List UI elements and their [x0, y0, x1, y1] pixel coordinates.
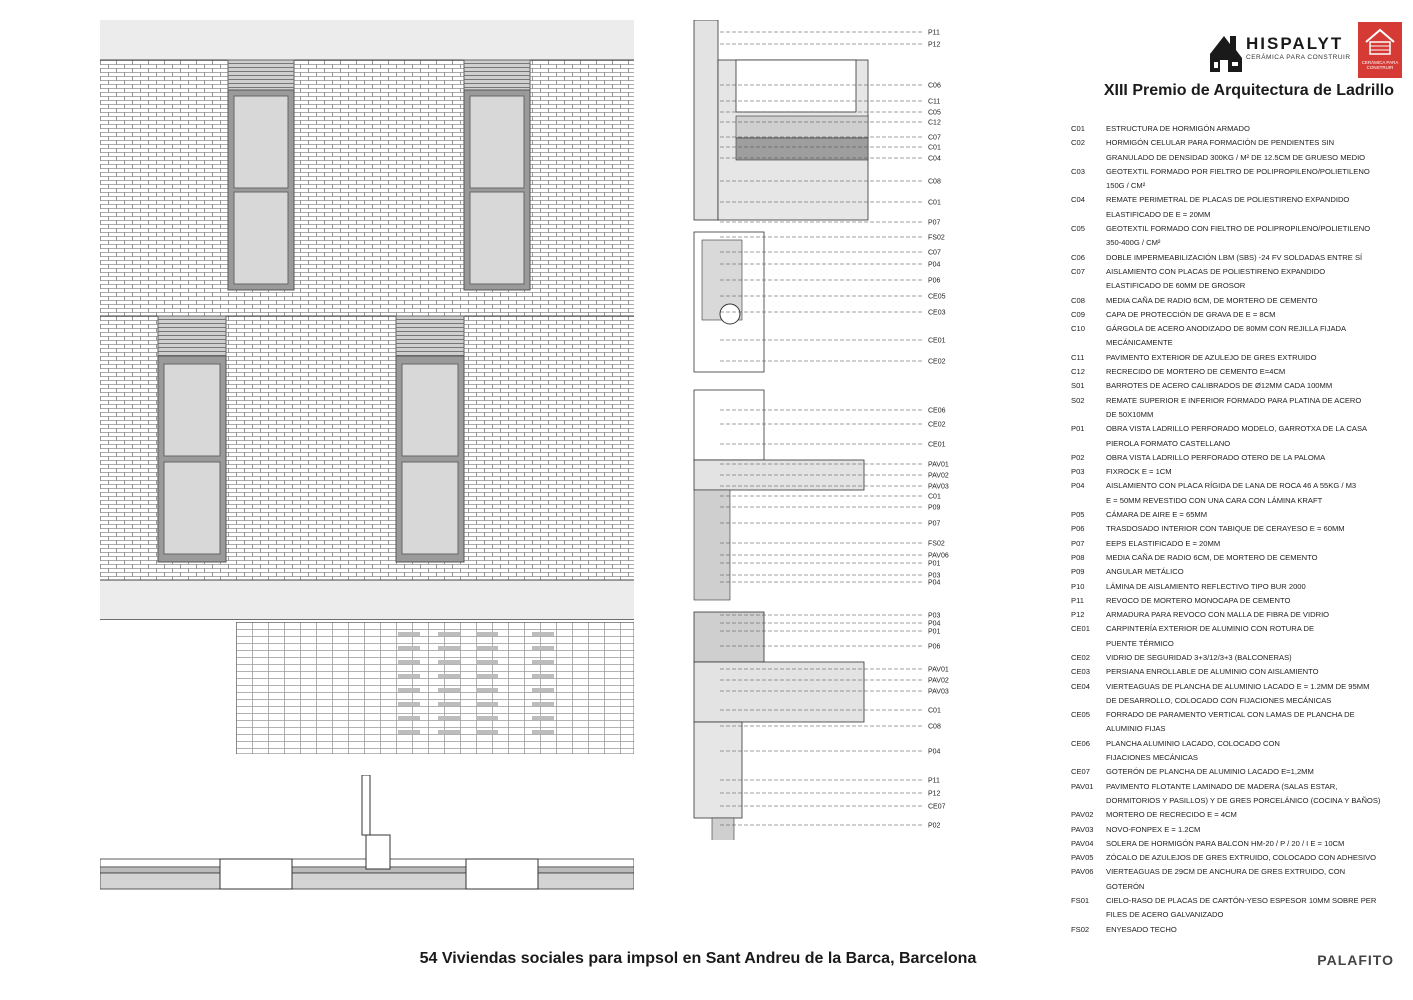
legend-description: ARMADURA PARA REVOCO CON MALLA DE FIBRA DE VIDRIO — [1106, 610, 1330, 620]
legend-description: NOVO-FONPEX E = 1.2CM — [1106, 824, 1201, 834]
architect-firm: PALAFITO — [1317, 952, 1394, 968]
legend-item-p03 — [1071, 465, 1401, 479]
legend-item-c02 — [1071, 136, 1401, 150]
brand-name: HISPALYT — [1246, 34, 1344, 53]
section-label-p07: P07 — [928, 219, 941, 227]
legend-code: PAV01 — [1071, 781, 1094, 791]
legend-description: CARPINTERÍA EXTERIOR DE ALUMINIO CON ROTURA DE — [1106, 624, 1315, 634]
section-label-pav02: PAV02 — [928, 472, 949, 480]
legend-code: P04 — [1071, 481, 1085, 491]
legend-description: PERSIANA ENROLLABLE DE ALUMINIO CON AISLAMIENTO — [1106, 667, 1319, 677]
section-label-p07: P07 — [928, 520, 941, 528]
section-label-c07: C07 — [928, 134, 941, 142]
legend-item-p09 — [1071, 565, 1401, 579]
legend-item-p11 — [1071, 594, 1401, 608]
legend-description-continued: 150G / CM² — [1106, 181, 1146, 191]
legend-description-continued: DORMITORIOS Y PASILLOS) Y DE GRES PORCELÁNICO (COCINA Y BAÑOS) — [1106, 795, 1381, 805]
legend-description: MEDIA CAÑA DE RADIO 6CM, DE MORTERO DE CEMENTO — [1106, 552, 1318, 562]
legend-code: CE03 — [1071, 667, 1090, 677]
legend-code: C01 — [1071, 124, 1085, 133]
legend-description: LÁMINA DE AISLAMIENTO REFLECTIVO TIPO BUR 2000 — [1106, 581, 1306, 591]
legend-item-c08 — [1071, 294, 1401, 308]
legend-description-continued: E = 50MM REVESTIDO CON UNA CARA CON LÁMINA KRAFT — [1106, 495, 1323, 505]
window-lower-left — [158, 316, 226, 562]
legend-description: SOLERA DE HORMIGÓN PARA BALCON HM-20 / P / 20 / I E = 10CM — [1106, 838, 1345, 848]
window-upper-left — [228, 60, 294, 290]
legend-item-p02 — [1071, 451, 1401, 465]
legend-description: HORMIGÓN CELULAR PARA FORMACIÓN DE PENDIENTES SIN — [1106, 138, 1335, 148]
legend-item-c04 — [1071, 193, 1401, 207]
legend-description: MORTERO DE RECRECIDO E = 4CM — [1106, 810, 1237, 820]
legend-code: CE07 — [1071, 767, 1090, 777]
legend-item-p10 — [1071, 580, 1401, 594]
legend-code: P06 — [1071, 524, 1085, 534]
legend-code: C08 — [1071, 295, 1085, 305]
section-label-p11: P11 — [928, 777, 940, 785]
section-label-p03: P03 — [928, 612, 941, 620]
legend-code: P11 — [1071, 595, 1084, 605]
project-title: 54 Viviendas sociales para impsol en Sant Andreu de la Barca, Barcelona — [419, 950, 977, 967]
legend-description: EEPS ELASTIFICADO E = 20MM — [1106, 538, 1221, 548]
legend-code: PAV06 — [1071, 867, 1094, 877]
section-label-p04: P04 — [928, 579, 941, 587]
legend-description: AISLAMIENTO CON PLACAS DE POLIESTIRENO EXPANDIDO — [1106, 266, 1326, 276]
legend-description-continued: ELASTIFICADO DE 60MM DE GROSOR — [1106, 281, 1246, 291]
section-label-p04: P04 — [928, 261, 941, 269]
legend-description: ESTRUCTURA DE HORMIGÓN ARMADO — [1106, 124, 1250, 133]
legend-item-ce02 — [1071, 651, 1401, 665]
section-label-c04: C04 — [928, 155, 941, 163]
legend-description: REVOCO DE MORTERO MONOCAPA DE CEMENTO — [1106, 595, 1291, 605]
legend-code: C05 — [1071, 224, 1085, 234]
brand-tagline: CERÁMICA PARA CONSTRUIR — [1246, 54, 1351, 61]
legend-description: OBRA VISTA LADRILLO PERFORADO MODELO, GARROTXA DE LA CASA — [1106, 424, 1368, 434]
legend-description-continued: MECÁNICAMENTE — [1106, 338, 1173, 348]
section-label-pav02: PAV02 — [928, 677, 949, 685]
section-label-c01: C01 — [928, 707, 941, 715]
legend-description: DOBLE IMPERMEABILIZACIÓN LBM (SBS) -24 FV SOLDADAS ENTRE SÍ — [1106, 252, 1363, 262]
legend-code: C12 — [1071, 367, 1085, 377]
legend-description: GEOTEXTIL FORMADO CON FIELTRO DE POLIPROPILENO/POLIETILENO — [1106, 224, 1371, 234]
legend-code: C07 — [1071, 266, 1085, 276]
section-label-p12: P12 — [928, 790, 941, 798]
legend-description: VIERTEAGUAS DE PLANCHA DE ALUMINIO LACADO E = 1.2MM DE 95MM — [1106, 681, 1370, 691]
legend-item-c09 — [1071, 308, 1401, 322]
legend-description-continued: GOTERÓN — [1106, 881, 1145, 891]
section-label-c12: C12 — [928, 119, 941, 127]
section-label-pav03: PAV03 — [928, 688, 949, 696]
section-label-ce05: CE05 — [928, 293, 946, 301]
section-label-c08: C08 — [928, 178, 941, 186]
award-title: XIII Premio de Arquitectura de Ladrillo — [1103, 82, 1394, 99]
house-logo-icon — [1208, 30, 1244, 74]
legend-item-ce07 — [1071, 765, 1401, 779]
legend-code: P12 — [1071, 610, 1085, 620]
legend-description: GOTERÓN DE PLANCHA DE ALUMINIO LACADO E=1,2MM — [1106, 767, 1314, 777]
legend-description: ANGULAR METÁLICO — [1106, 567, 1184, 577]
legend-item-p01 — [1071, 422, 1401, 436]
section-label-ce01: CE01 — [928, 337, 946, 345]
legend-item-p05 — [1071, 508, 1401, 522]
section-label-c06: C06 — [928, 82, 941, 90]
legend-item-c01 — [1071, 122, 1401, 136]
legend-description: FIXROCK E = 1CM — [1106, 467, 1172, 477]
section-label-ce02: CE02 — [928, 421, 946, 429]
legend-code: C09 — [1071, 309, 1085, 319]
legend-item-ce05 — [1071, 708, 1401, 722]
legend-code: PAV04 — [1071, 838, 1094, 848]
legend-item-fs02 — [1071, 923, 1401, 937]
legend-item-pav06 — [1071, 865, 1401, 879]
legend-code: P02 — [1071, 452, 1085, 462]
legend-description: REMATE SUPERIOR E INFERIOR FORMADO PARA PLATINA DE ACERO — [1106, 395, 1362, 405]
legend-description-continued: DE 50X10MM — [1106, 409, 1154, 419]
legend-code: CE06 — [1071, 738, 1090, 748]
legend-code: P09 — [1071, 567, 1085, 577]
legend-description: REMATE PERIMETRAL DE PLACAS DE POLIESTIRENO EXPANDIDO — [1106, 195, 1350, 205]
seal-house-icon — [1358, 22, 1402, 58]
section-label-pav06: PAV06 — [928, 552, 949, 560]
section-label-p01: P01 — [928, 628, 941, 636]
legend-item-p08 — [1071, 551, 1401, 565]
legend-item-c03 — [1071, 165, 1401, 179]
legend-description-continued: FILES DE ACERO GALVANIZADO — [1106, 910, 1224, 920]
legend-code: P03 — [1071, 467, 1085, 477]
legend-code: C11 — [1071, 352, 1085, 362]
wall-plan-detail — [100, 775, 634, 895]
legend-description: PAVIMENTO EXTERIOR DE AZULEJO DE GRES EXTRUIDO — [1106, 352, 1317, 362]
section-label-p02: P02 — [928, 822, 941, 830]
award-seal — [1358, 22, 1402, 78]
section-label-p12: P12 — [928, 41, 941, 49]
legend-code: PAV05 — [1071, 853, 1094, 863]
legend-code: P05 — [1071, 510, 1085, 520]
legend-item-ce06 — [1071, 737, 1401, 751]
constructive-section — [680, 20, 980, 840]
legend-description: VIDRIO DE SEGURIDAD 3+3/12/3+3 (BALCONERAS) — [1106, 652, 1292, 662]
section-label-pav03: PAV03 — [928, 483, 949, 491]
section-label-ce06: CE06 — [928, 407, 946, 415]
legend-code: P01 — [1071, 424, 1085, 434]
section-label-c07: C07 — [928, 249, 941, 257]
section-label-c11: C11 — [928, 98, 941, 106]
window-lower-right — [396, 316, 464, 562]
legend-description-continued: FIJACIONES MECÁNICAS — [1106, 753, 1198, 763]
seal-text: CERÁMICA PARA CONSTRUIR — [1361, 60, 1399, 70]
section-label-ce01: CE01 — [928, 441, 946, 449]
legend-code: CE04 — [1071, 681, 1090, 691]
legend-item-c10 — [1071, 322, 1401, 336]
section-label-c01: C01 — [928, 493, 941, 501]
legend-item-ce04 — [1071, 680, 1401, 694]
legend-code: C02 — [1071, 138, 1085, 148]
legend-description-continued: ELASTIFICADO DE E = 20MM — [1106, 209, 1211, 219]
legend-item-pav02 — [1071, 808, 1401, 822]
legend-description: PLANCHA ALUMINIO LACADO, COLOCADO CON — [1106, 738, 1280, 748]
legend-code: P07 — [1071, 538, 1085, 548]
ground-floor-lattice — [236, 622, 634, 754]
section-label-fs02: FS02 — [928, 540, 945, 548]
legend-code: C06 — [1071, 252, 1085, 262]
legend-description: ENYESADO TECHO — [1106, 924, 1177, 934]
legend-item-c05 — [1071, 222, 1401, 236]
legend-item-p07 — [1071, 537, 1401, 551]
section-label-p06: P06 — [928, 277, 941, 285]
legend-description-continued: PIEROLA FORMATO CASTELLANO — [1106, 438, 1231, 448]
section-label-ce07: CE07 — [928, 803, 946, 811]
legend-description-continued: PUENTE TÉRMICO — [1106, 638, 1174, 648]
legend-code: CE01 — [1071, 624, 1090, 634]
section-label-p09: P09 — [928, 504, 941, 512]
legend-description: GÁRGOLA DE ACERO ANODIZADO DE 80MM CON REJILLA FIJADA — [1106, 324, 1347, 334]
legend-description: CIELO-RASO DE PLACAS DE CARTÓN-YESO ESPESOR 10MM SOBRE PER — [1106, 896, 1377, 906]
legend-item-pav05 — [1071, 851, 1401, 865]
legend-description-continued: GRANULADO DE DENSIDAD 300KG / M² DE 12.5CM DE GRUESO MEDIO — [1106, 152, 1366, 162]
legend-description: TRASDOSADO INTERIOR CON TABIQUE DE CERAYESO E = 60MM — [1106, 524, 1345, 534]
legend-description: GEOTEXTIL FORMADO POR FIELTRO DE POLIPROPILENO/POLIETILENO — [1106, 166, 1370, 176]
legend-item-s01 — [1071, 379, 1401, 393]
legend-item-s02 — [1071, 394, 1401, 408]
legend-code: P08 — [1071, 552, 1085, 562]
legend-item-pav04 — [1071, 837, 1401, 851]
section-label-p03: P03 — [928, 572, 941, 580]
legend-item-p12 — [1071, 608, 1401, 622]
legend-code: CE02 — [1071, 652, 1090, 662]
legend-item-fs01 — [1071, 894, 1401, 908]
legend-description-continued: 350-400G / CM² — [1106, 238, 1161, 248]
legend-description: RECRECIDO DE MORTERO DE CEMENTO E=4CM — [1106, 367, 1286, 377]
legend-item-c11 — [1071, 351, 1401, 365]
section-label-c01: C01 — [928, 144, 941, 152]
legend-description: FORRADO DE PARAMENTO VERTICAL CON LAMAS DE PLANCHA DE — [1106, 710, 1355, 720]
section-label-pav01: PAV01 — [928, 666, 949, 674]
section-label-pav01: PAV01 — [928, 461, 949, 469]
legend-code: PAV03 — [1071, 824, 1094, 834]
section-label-p01: P01 — [928, 560, 941, 568]
section-label-p06: P06 — [928, 643, 941, 651]
legend-description-continued: ALUMINIO FIJAS — [1106, 724, 1166, 734]
legend-code: FS01 — [1071, 896, 1090, 906]
section-label-p04: P04 — [928, 620, 941, 628]
section-label-ce03: CE03 — [928, 309, 946, 317]
legend-description: OBRA VISTA LADRILLO PERFORADO OTERO DE LA PALOMA — [1106, 452, 1326, 462]
legend-item-p04 — [1071, 479, 1401, 493]
section-label-c08: C08 — [928, 723, 941, 731]
hispalyt-logo — [1208, 22, 1404, 78]
legend-description: CÁMARA DE AIRE E = 65MM — [1106, 510, 1208, 520]
legend-description: MEDIA CAÑA DE RADIO 6CM, DE MORTERO DE CEMENTO — [1106, 295, 1318, 305]
section-label-p04: P04 — [928, 748, 941, 756]
section-label-p11: P11 — [928, 29, 940, 37]
legend-item-c12 — [1071, 365, 1401, 379]
legend-code: S02 — [1071, 395, 1085, 405]
legend-description-continued: DE DESARROLLO, COLOCADO CON FIJACIONES MECÁNICAS — [1106, 695, 1332, 705]
legend-code: C04 — [1071, 195, 1085, 205]
legend-item-pav03 — [1071, 823, 1401, 837]
legend-item-c07 — [1071, 265, 1401, 279]
legend-description: BARROTES DE ACERO CALIBRADOS DE Ø12MM CADA 100MM — [1106, 381, 1333, 391]
legend-description: VIERTEAGUAS DE 29CM DE ANCHURA DE GRES EXTRUIDO, CON — [1106, 867, 1346, 877]
legend-description: PAVIMENTO FLOTANTE LAMINADO DE MADERA (SALAS ESTAR, — [1106, 781, 1338, 791]
facade-elevation — [100, 20, 634, 620]
legend-code: CE05 — [1071, 710, 1090, 720]
section-label-c01: C01 — [928, 199, 941, 207]
legend-code: C03 — [1071, 166, 1085, 176]
window-upper-right — [464, 60, 530, 290]
legend-description: AISLAMIENTO CON PLACA RÍGIDA DE LANA DE ROCA 46 A 55KG / M3 — [1106, 481, 1357, 491]
legend-code: PAV02 — [1071, 810, 1094, 820]
section-label-c05: C05 — [928, 109, 941, 117]
legend-code: S01 — [1071, 381, 1085, 391]
legend-item-c06 — [1071, 251, 1401, 265]
legend-code: P10 — [1071, 581, 1085, 591]
legend-item-ce01 — [1071, 622, 1401, 636]
section-label-fs02: FS02 — [928, 234, 945, 242]
legend-description: ZÓCALO DE AZULEJOS DE GRES EXTRUIDO, COLOCADO CON ADHESIVO — [1106, 853, 1377, 863]
legend-code: C10 — [1071, 324, 1085, 334]
legend-code: FS02 — [1071, 924, 1090, 934]
materials-legend — [1071, 122, 1401, 937]
legend-description: CAPA DE PROTECCIÓN DE GRAVA DE E = 8CM — [1106, 309, 1276, 319]
legend-item-pav01 — [1071, 780, 1401, 794]
legend-item-ce03 — [1071, 665, 1401, 679]
section-label-ce02: CE02 — [928, 358, 946, 366]
legend-item-p06 — [1071, 522, 1401, 536]
